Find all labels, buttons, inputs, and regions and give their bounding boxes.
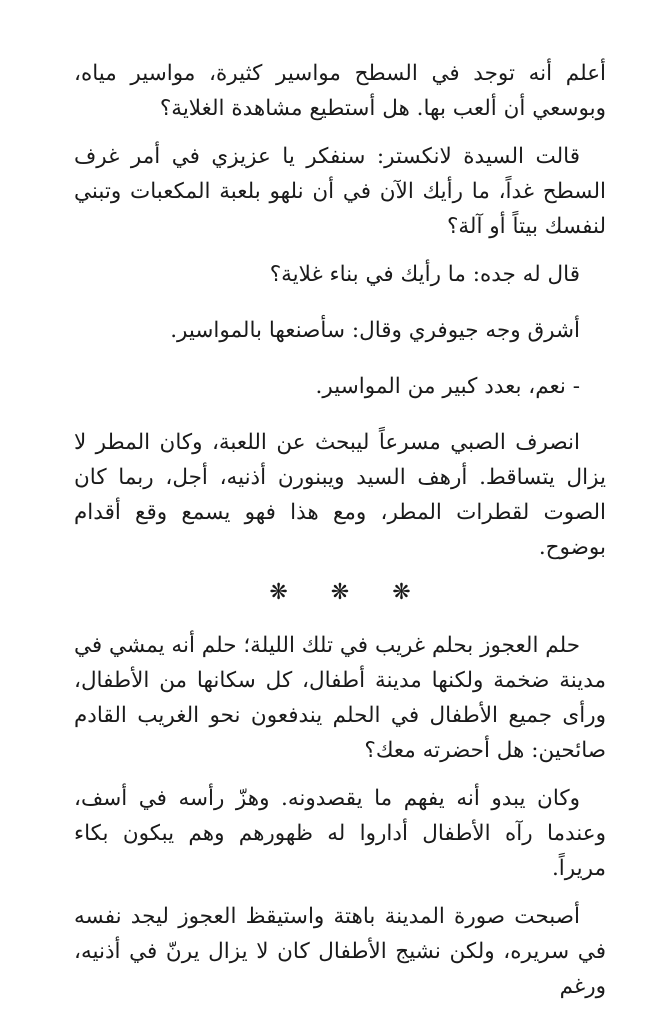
paragraph-mrs-lancaster: قالت السيدة لانكستر: سنفكر يا عزيزي في أمر غرف السطح غداً، ما رأيك الآن في أن نلهو بلعبة المكعبات وتبني لنفسك بيتاً أو آلة؟ (74, 144, 606, 239)
paragraph-children-weep: وكان يبدو أنه يفهم ما يقصدونه. وهزّ رأسه في أسف، وعندما رآه الأطفال أداروا له ظهورهم وهم يبكون بكاء مريراً. (74, 786, 606, 881)
paragraph-pipes-reply: - نعم، بعدد كبير من المواسير. (315, 374, 580, 399)
section-break: ❋ ❋ ❋ (269, 580, 429, 605)
paragraph-dream: حلم العجوز بحلم غريب في تلك الليلة؛ حلم أنه يمشي في مدينة ضخمة ولكنها مدينة أطفال، كل سكانها من الأطفال، ورأى جميع الأطفال في الحلم يندفعون نحو الغريب القادم صائحين: هل أحضرته معك؟ (74, 633, 606, 763)
paragraph-geoffrey: أشرق وجه جيوفري وقال: سأصنعها بالمواسير. (170, 318, 580, 343)
paragraph-boiler-question: أعلم أنه توجد في السطح مواسير كثيرة، مواسير مياه، وبوسعي أن ألعب بها. هل أستطيع مشاهدة الغلاية؟ (74, 61, 606, 121)
paragraph-boy-leaves: انصرف الصبي مسرعاً ليبحث عن اللعبة، وكان المطر لا يزال يتساقط. أرهف السيد ويبنورن أذنيه، أجل، ربما كان الصوت لقطرات المطر، ومع هذا فهو يسمع وقع أقدام بوضوح. (74, 430, 606, 560)
paragraph-grandfather: قال له جده: ما رأيك في بناء غلاية؟ (269, 262, 580, 287)
book-page (74, 56, 606, 1017)
paragraph-wakes-up: أصبحت صورة المدينة باهتة واستيقظ العجوز ليجد نفسه في سريره، ولكن نشيج الأطفال كان لا يزال يرنّ في أذنيه، ورغم (74, 904, 606, 999)
